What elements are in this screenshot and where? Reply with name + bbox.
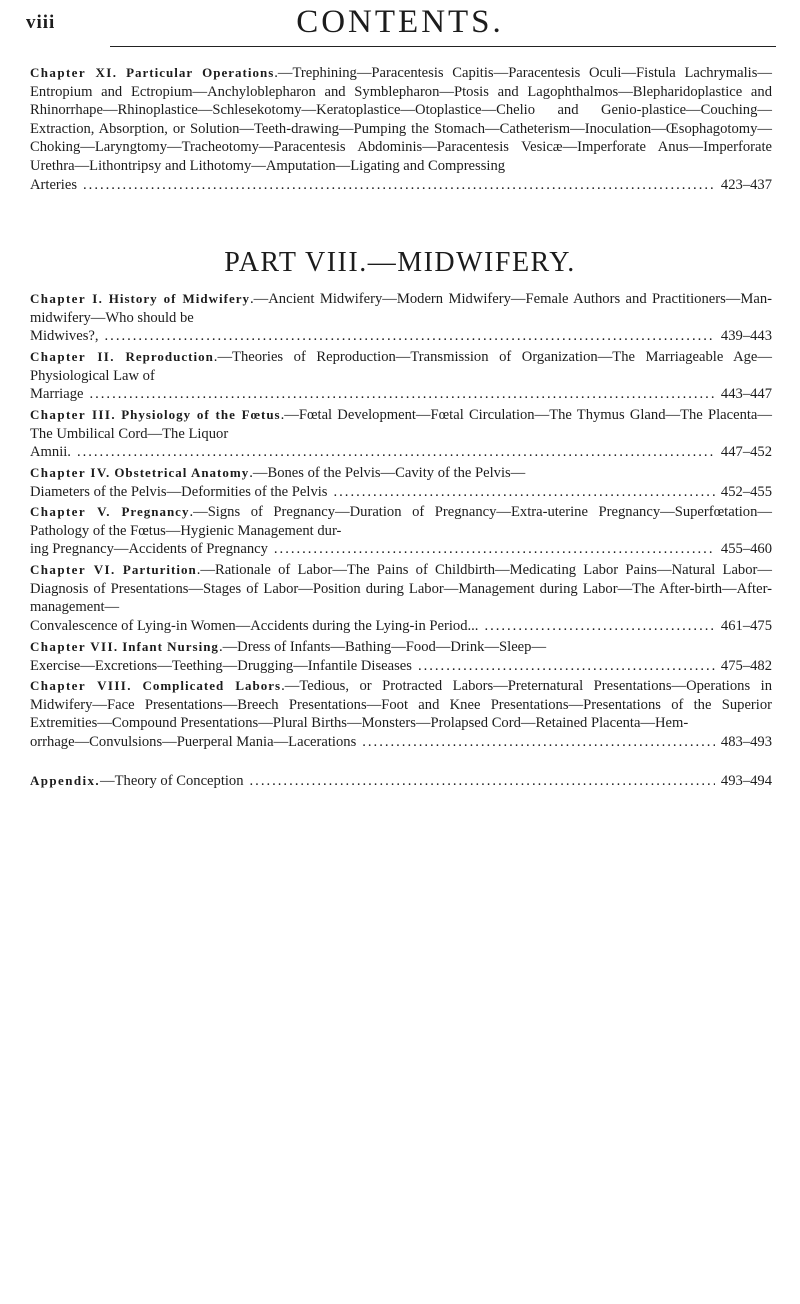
dot-leader	[83, 176, 715, 195]
chapter-subject: Obstetrical Anatomy	[114, 465, 250, 480]
dot-leader	[77, 443, 715, 462]
chapter-topics: .—Signs of Pregnancy—Duration of Pregnancy—Extra-uterine Pregnancy—Superfœtation—Pathology of the Fœtus—Hygienic Management dur-	[30, 504, 772, 539]
toc-entry-appendix	[30, 772, 772, 791]
toc-entry-chapter-vi	[30, 561, 772, 635]
page-range: 443–447	[720, 386, 772, 403]
page-range: 455–460	[720, 541, 772, 558]
chapter-label: Chapter XI.	[30, 65, 118, 80]
chapter-page-line	[30, 617, 772, 636]
chapter-page-line	[30, 657, 772, 676]
running-head	[26, 4, 774, 44]
chapter-topics-end: Arteries	[30, 176, 78, 193]
chapter-label: Chapter VI.	[30, 562, 116, 577]
dot-leader	[334, 483, 715, 502]
page-title: CONTENTS.	[296, 4, 504, 40]
dot-leader	[362, 733, 715, 752]
chapter-label: Chapter V.	[30, 504, 111, 519]
chapter-subject: Physiology of the Fœtus	[121, 407, 281, 422]
toc-entry-chapter-i	[30, 290, 772, 346]
chapter-label: Chapter IV.	[30, 465, 111, 480]
chapter-label: Appendix.	[30, 773, 101, 788]
page-range: 439–443	[720, 328, 772, 345]
chapter-topics: .—Tedious, or Protracted Labors—Preternatural Presentations—Operations in Midwifery—Face Presentations—Breech Presentations—Foot and Knee Presentations—Presentations of the Superior Extremities—Compound Presentations—Plural Births—Monsters—Prolapsed Cord—Retained Placenta—Hem-	[30, 678, 773, 732]
chapter-topics-end: Amnii.	[30, 444, 71, 461]
chapter-subject: Particular Operations	[126, 65, 275, 80]
chapter-page-line	[30, 385, 772, 404]
chapter-label: Chapter VIII.	[30, 678, 132, 693]
header-rule	[110, 46, 776, 47]
chapter-topics-end: Diameters of the Pelvis—Deformities of the Pelvis	[30, 483, 328, 500]
chapter-page-line	[30, 733, 772, 752]
chapter-topics: .—Trephining—Paracentesis Capitis—Paracentesis Oculi—Fistula Lachrymalis—Entropium and Ectropium—Anchyloblepharon and Symblepharon—Ptosis and Lagophthalmos—Blepharidoplastice and Rhinorrhape—Rhinoplastice—Schlesekotomy—Keratoplastice—Otoplastice—Chelio and Genio-plastice—Couching—Extraction, Absorption, or Solution—Teeth-drawing—Pumping the Stomach—Catheterism—Inoculation—Œsophagotomy—Choking—Laryngtomy—Tracheotomy—Paracentesis Abdominis—Paracentesis Vesicæ—Imperforate Anus—Imperforate Urethra—Lithontripsy and Lithotomy—Amputation—Ligating and Compressing	[30, 65, 772, 174]
chapter-label: Chapter II.	[30, 349, 115, 364]
chapter-topics-end: Exercise—Excretions—Teething—Drugging—Infantile Diseases	[30, 657, 412, 674]
toc-entry-chapter-iv	[30, 464, 772, 501]
chapter-subject: Pregnancy	[121, 504, 190, 519]
page-range: 452–455	[720, 483, 772, 500]
page-range: 483–493	[720, 733, 772, 750]
chapter-page-line	[30, 772, 772, 791]
chapter-topics-end: orrhage—Convulsions—Puerperal Mania—Lacerations	[30, 733, 357, 750]
chapter-topics-end: Convalescence of Lying-in Women—Accidents during the Lying-in Period...	[30, 617, 479, 634]
chapter-page-line	[30, 443, 772, 462]
chapter-page-line	[30, 540, 772, 559]
toc-entry-chapter-v	[30, 503, 772, 559]
page-range: 493–494	[720, 773, 772, 789]
chapter-page-line	[30, 176, 772, 195]
chapter-label: Chapter VII.	[30, 639, 119, 654]
chapter-page-line	[30, 327, 772, 346]
chapter-topics-end: ing Pregnancy—Accidents of Pregnancy	[30, 541, 268, 558]
chapter-subject: Parturition	[122, 562, 197, 577]
chapter-topics: .—Bones of the Pelvis—Cavity of the Pelvis—	[249, 465, 526, 481]
toc-entry-chapter-xi	[30, 64, 772, 194]
chapter-topics: .—Theories of Reproduction—Transmission of Organization—The Marriageable Age—Physiological Law of	[30, 349, 772, 384]
chapter-subject: History of Midwifery	[108, 291, 251, 306]
page-range: 461–475	[720, 617, 772, 634]
chapter-subject: Infant Nursing	[122, 639, 219, 654]
page-range: 447–452	[720, 444, 772, 461]
chapter-topics-end: Marriage	[30, 386, 84, 403]
page-number: viii	[26, 12, 56, 33]
chapter-topics: .—Dress of Infants—Bathing—Food—Drink—Sleep—	[218, 639, 547, 655]
page-range: 423–437	[720, 176, 772, 193]
toc-entry-chapter-vii	[30, 638, 772, 675]
dot-leader	[484, 617, 714, 636]
dot-leader	[89, 385, 714, 404]
dot-leader	[250, 772, 715, 791]
dot-leader	[274, 540, 715, 559]
dot-leader	[418, 657, 715, 676]
toc-entry-chapter-ii	[30, 348, 772, 404]
chapter-topics-end: Midwives?,	[30, 328, 99, 345]
part-heading: PART VIII.—MIDWIFERY.	[224, 247, 576, 278]
chapter-subject: Reproduction	[125, 349, 214, 364]
chapter-page-line	[30, 483, 772, 502]
chapter-topics: .—Rationale of Labor—The Pains of Childbirth—Medicating Labor Pains—Natural Labor—Diagnosis of Presentations—Stages of Labor—Position during Labor—Management during Labor—The After-birth—After-management—	[30, 562, 772, 616]
page-range: 475–482	[720, 657, 772, 674]
chapter-label: Chapter III.	[30, 407, 116, 422]
chapter-subject: Complicated Labors	[142, 678, 282, 693]
chapter-topics: .—Fœtal Development—Fœtal Circulation—The Thymus Gland—The Placenta—The Umbilical Cord—The Liquor	[30, 407, 772, 442]
toc-entry-chapter-viii	[30, 677, 772, 751]
chapter-topics-end: —Theory of Conception	[100, 773, 244, 789]
toc-entry-chapter-iii	[30, 406, 772, 462]
chapter-label: Chapter I.	[30, 291, 104, 306]
appendix-line	[30, 772, 244, 791]
dot-leader	[105, 327, 715, 346]
chapter-topics: .—Ancient Midwifery—Modern Midwifery—Female Authors and Practitioners—Man-midwifery—Who should be	[30, 291, 772, 326]
